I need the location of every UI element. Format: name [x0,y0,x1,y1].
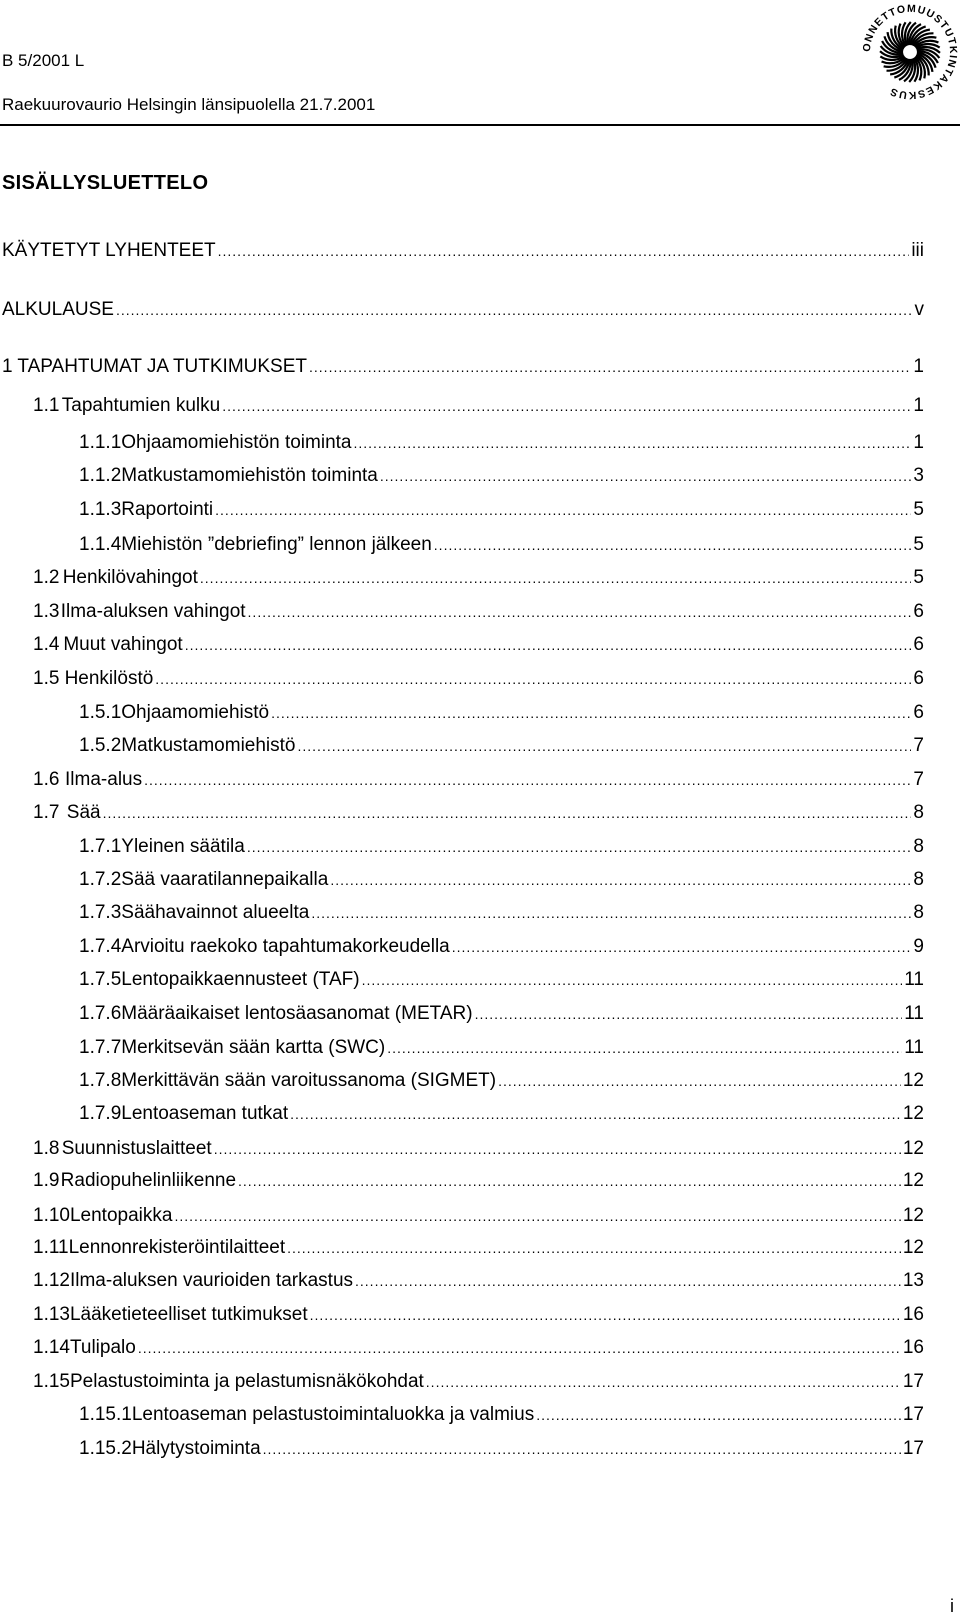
toc-entry[interactable] [79,702,924,730]
toc-entry-number: 1.1.2 [79,465,122,486]
toc-entry-number: 1.1.1 [79,432,122,453]
toc-dot-leader [355,1273,901,1289]
toc-dot-leader [311,905,911,921]
toc-entry-title: Arvioitu raekoko tapahtumakorkeudella [121,936,450,957]
toc-entry-page: 12 [902,1138,924,1159]
toc-entry-number: 1.6 [33,769,60,790]
toc-entry-title: Miehistön ”debriefing” lennon jälkeen [121,534,432,555]
toc-entry-title: Lentopaikka [69,1205,173,1226]
toc-entry[interactable] [79,836,924,864]
toc-entry-number: 1.7.7 [79,1037,122,1058]
toc-dot-leader [310,1307,901,1323]
toc-entry-title: Yleinen säätila [121,836,245,857]
toc-dot-leader [200,570,912,586]
toc-dot-leader [426,1374,901,1390]
toc-entry-page: 13 [902,1270,924,1291]
toc-entry-title: Matkustamomiehistön toiminta [121,465,378,486]
toc-entry-number: 1.10 [33,1205,70,1226]
toc-dot-leader [387,1040,902,1056]
toc-entry[interactable] [79,869,924,897]
toc-entry-page: 8 [913,836,924,857]
toc-entry-number: 1.15.1 [79,1404,132,1425]
toc-entry-page: 12 [902,1170,924,1191]
toc-dot-leader [362,972,903,988]
toc-entry[interactable] [33,1205,924,1233]
toc-entry[interactable] [79,432,924,460]
toc-entry-page: 8 [913,869,924,890]
document-subtitle: Raekuurovaurio Helsingin länsipuolella 21.7.2001 [2,95,376,114]
toc-dot-leader [287,1240,901,1256]
toc-entry-number: 1.15.2 [79,1438,132,1459]
toc-dot-leader [116,302,913,318]
toc-entry[interactable] [2,356,924,384]
toc-entry[interactable] [79,1404,924,1432]
toc-entry-number: 1.15 [33,1371,70,1392]
toc-entry-number: 1.7.4 [79,936,122,957]
toc-dot-leader [144,772,911,788]
toc-dot-leader [536,1407,901,1423]
toc-entry-number: 1.2 [33,567,60,588]
toc-entry-page: 8 [913,802,924,823]
toc-entry-page: 6 [913,702,924,723]
toc-entry-title: Merkittävän sään varoitussanoma (SIGMET) [121,1070,497,1091]
page-title: SISÄLLYSLUETTELO [2,172,209,194]
document-code: B 5/2001 L [2,51,85,70]
toc-entry-title: Lentoaseman pelastustoimintaluokka ja valmius [131,1404,535,1425]
toc-entry[interactable] [79,1438,924,1466]
toc-entry-page: 17 [902,1438,924,1459]
toc-entry[interactable] [33,1337,924,1365]
toc-entry-title: Henkilöstö [64,668,154,689]
toc-entry-title: Henkilövahingot [62,567,198,588]
toc-entry-number: 1 [2,356,13,377]
toc-dot-leader [309,359,911,375]
toc-entry-number: 1.7.1 [79,836,122,857]
toc-entry[interactable] [79,1037,924,1065]
toc-entry-title: Sää vaaratilannepaikalla [121,869,329,890]
toc-dot-leader [271,705,911,721]
toc-dot-leader [103,805,912,821]
toc-dot-leader [218,243,910,259]
toc-entry-title: KÄYTETYT LYHENTEET [2,240,216,261]
toc-entry[interactable] [33,601,924,629]
toc-entry-number: 1.9 [33,1170,60,1191]
toc-entry-number: 1.7.3 [79,902,122,923]
toc-entry-title: Ilma-alus [65,769,143,790]
toc-entry[interactable] [79,902,924,930]
toc-entry-title: Ilma-aluksen vaurioiden tarkastus [69,1270,354,1291]
toc-entry-page: 5 [913,499,924,520]
toc-entry-title: Ohjaamomiehistö [121,702,270,723]
toc-entry-page: 5 [913,534,924,555]
toc-entry-page: 12 [902,1103,924,1124]
toc-entry-title: Suunnistuslaitteet [61,1138,212,1159]
toc-entry-number: 1.7 [33,802,60,823]
toc-entry-title: Ilma-aluksen vahingot [60,601,246,622]
toc-entry-number: 1.7.6 [79,1003,122,1024]
toc-dot-leader [185,637,912,653]
toc-dot-leader [238,1173,901,1189]
toc-entry-number: 1.5.2 [79,735,122,756]
toc-entry-page: 12 [902,1205,924,1226]
toc-dot-leader [475,1006,903,1022]
toc-entry-number: 1.7.5 [79,969,122,990]
toc-entry-page: 12 [902,1237,924,1258]
toc-entry-number: 1.1.4 [79,534,122,555]
toc-entry-title: Säähavainnot alueelta [121,902,310,923]
toc-entry-title: Merkitsevän sään kartta (SWC) [121,1037,386,1058]
toc-entry-number: 1.5 [33,668,60,689]
toc-dot-leader [290,1106,901,1122]
toc-entry[interactable] [33,634,924,662]
toc-dot-leader [138,1340,901,1356]
toc-entry[interactable] [2,240,924,268]
toc-entry-title: Lääketieteelliset tutkimukset [69,1304,308,1325]
toc-entry-number: 1.13 [33,1304,70,1325]
toc-entry-title: Määräaikaiset lentosäasanomat (METAR) [121,1003,473,1024]
toc-entry-page: iii [911,240,924,261]
toc-entry-page: v [914,299,924,320]
toc-entry[interactable] [2,299,924,327]
toc-dot-leader [247,839,912,855]
toc-entry[interactable] [79,1070,924,1098]
onnettomuustutkintakeskus-logo [860,0,960,104]
toc-entry-page: 8 [913,902,924,923]
toc-entry[interactable] [33,567,924,595]
toc-entry-title: ALKULAUSE [2,299,114,320]
toc-entry[interactable] [33,668,924,696]
toc-entry[interactable] [79,534,924,562]
toc-entry[interactable] [79,1003,924,1031]
toc-entry-title: Raportointi [121,499,214,520]
toc-entry-page: 17 [902,1404,924,1425]
toc-entry[interactable] [33,1270,924,1298]
toc-entry-number: 1.1.3 [79,499,122,520]
toc-entry[interactable] [33,1304,924,1332]
toc-entry-number: 1.4 [33,634,60,655]
toc-entry[interactable] [33,769,924,797]
toc-entry-page: 11 [904,1037,924,1058]
toc-dot-leader [263,1441,901,1457]
toc-entry-number: 1.3 [33,601,60,622]
toc-entry-page: 16 [902,1304,924,1325]
page-number: i [950,1596,954,1616]
toc-entry-title: Radiopuhelinliikenne [60,1170,237,1191]
toc-dot-leader [214,1141,901,1157]
toc-entry-title: Lentoaseman tutkat [121,1103,289,1124]
toc-dot-leader [155,671,911,687]
toc-entry-page: 5 [913,567,924,588]
toc-entry-title: TAPAHTUMAT JA TUTKIMUKSET [17,356,308,377]
header-rule [0,124,960,126]
toc-entry-title: Matkustamomiehistö [121,735,296,756]
toc-entry[interactable] [79,465,924,493]
toc-dot-leader [248,604,912,620]
toc-entry-title: Muut vahingot [63,634,183,655]
toc-entry[interactable] [33,802,924,830]
toc-entry-page: 6 [913,601,924,622]
toc-entry-title: Tapahtumien kulku [61,395,221,416]
toc-entry[interactable] [79,499,924,527]
toc-entry-page: 17 [902,1371,924,1392]
toc-entry-page: 16 [902,1337,924,1358]
toc-entry-page: 9 [913,936,924,957]
toc-entry-title: Sää [66,802,101,823]
toc-entry-number: 1.7.2 [79,869,122,890]
toc-dot-leader [222,398,911,414]
toc-entry-title: Ohjaamomiehistön toiminta [121,432,352,453]
toc-entry-number: 1.5.1 [79,702,122,723]
toc-entry-page: 12 [902,1070,924,1091]
toc-entry[interactable] [79,969,924,997]
toc-entry-page: 11 [904,969,924,990]
toc-dot-leader [298,738,912,754]
toc-entry-number: 1.7.9 [79,1103,122,1124]
toc-entry-number: 1.11 [33,1237,69,1258]
toc-dot-leader [174,1208,900,1224]
toc-entry-page: 1 [913,395,924,416]
toc-entry[interactable] [33,1237,924,1265]
toc-dot-leader [452,939,912,955]
toc-entry[interactable] [79,936,924,964]
toc-entry-title: Lennonrekisteröintilaitteet [68,1237,286,1258]
toc-entry-page: 6 [913,668,924,689]
toc-dot-leader [434,537,912,553]
toc-entry-page: 7 [913,769,924,790]
toc-entry-number: 1.12 [33,1270,70,1291]
toc-entry-number: 1.14 [33,1337,70,1358]
toc-entry-title: Hälytystoiminta [131,1438,261,1459]
toc-dot-leader [380,468,912,484]
toc-entry[interactable] [79,735,924,763]
toc-entry-number: 1.7.8 [79,1070,122,1091]
toc-entry[interactable] [33,1138,924,1166]
toc-entry-page: 1 [913,356,924,377]
toc-entry[interactable] [33,1170,924,1198]
toc-entry-title: Tulipalo [69,1337,136,1358]
toc-entry-page: 6 [913,634,924,655]
svg-text:ONNETTOMUUSTUTKINTAKESKUS: ONNETTOMUUSTUTKINTAKESKUS [860,2,960,102]
toc-entry-title: Pelastustoiminta ja pelastumisnäkökohdat [69,1371,424,1392]
toc-entry-title: Lentopaikkaennusteet (TAF) [121,969,360,990]
toc-dot-leader [498,1073,901,1089]
toc-entry-number: 1.8 [33,1138,60,1159]
toc-entry[interactable] [79,1103,924,1131]
toc-dot-leader [215,502,911,518]
toc-entry[interactable] [33,1371,924,1399]
toc-entry-page: 11 [904,1003,924,1024]
toc-dot-leader [353,435,911,451]
toc-entry-page: 1 [913,432,924,453]
toc-entry-page: 7 [913,735,924,756]
toc-entry-number: 1.1 [33,395,60,416]
toc-entry-page: 3 [913,465,924,486]
toc-dot-leader [330,872,911,888]
toc-entry[interactable] [33,395,924,423]
